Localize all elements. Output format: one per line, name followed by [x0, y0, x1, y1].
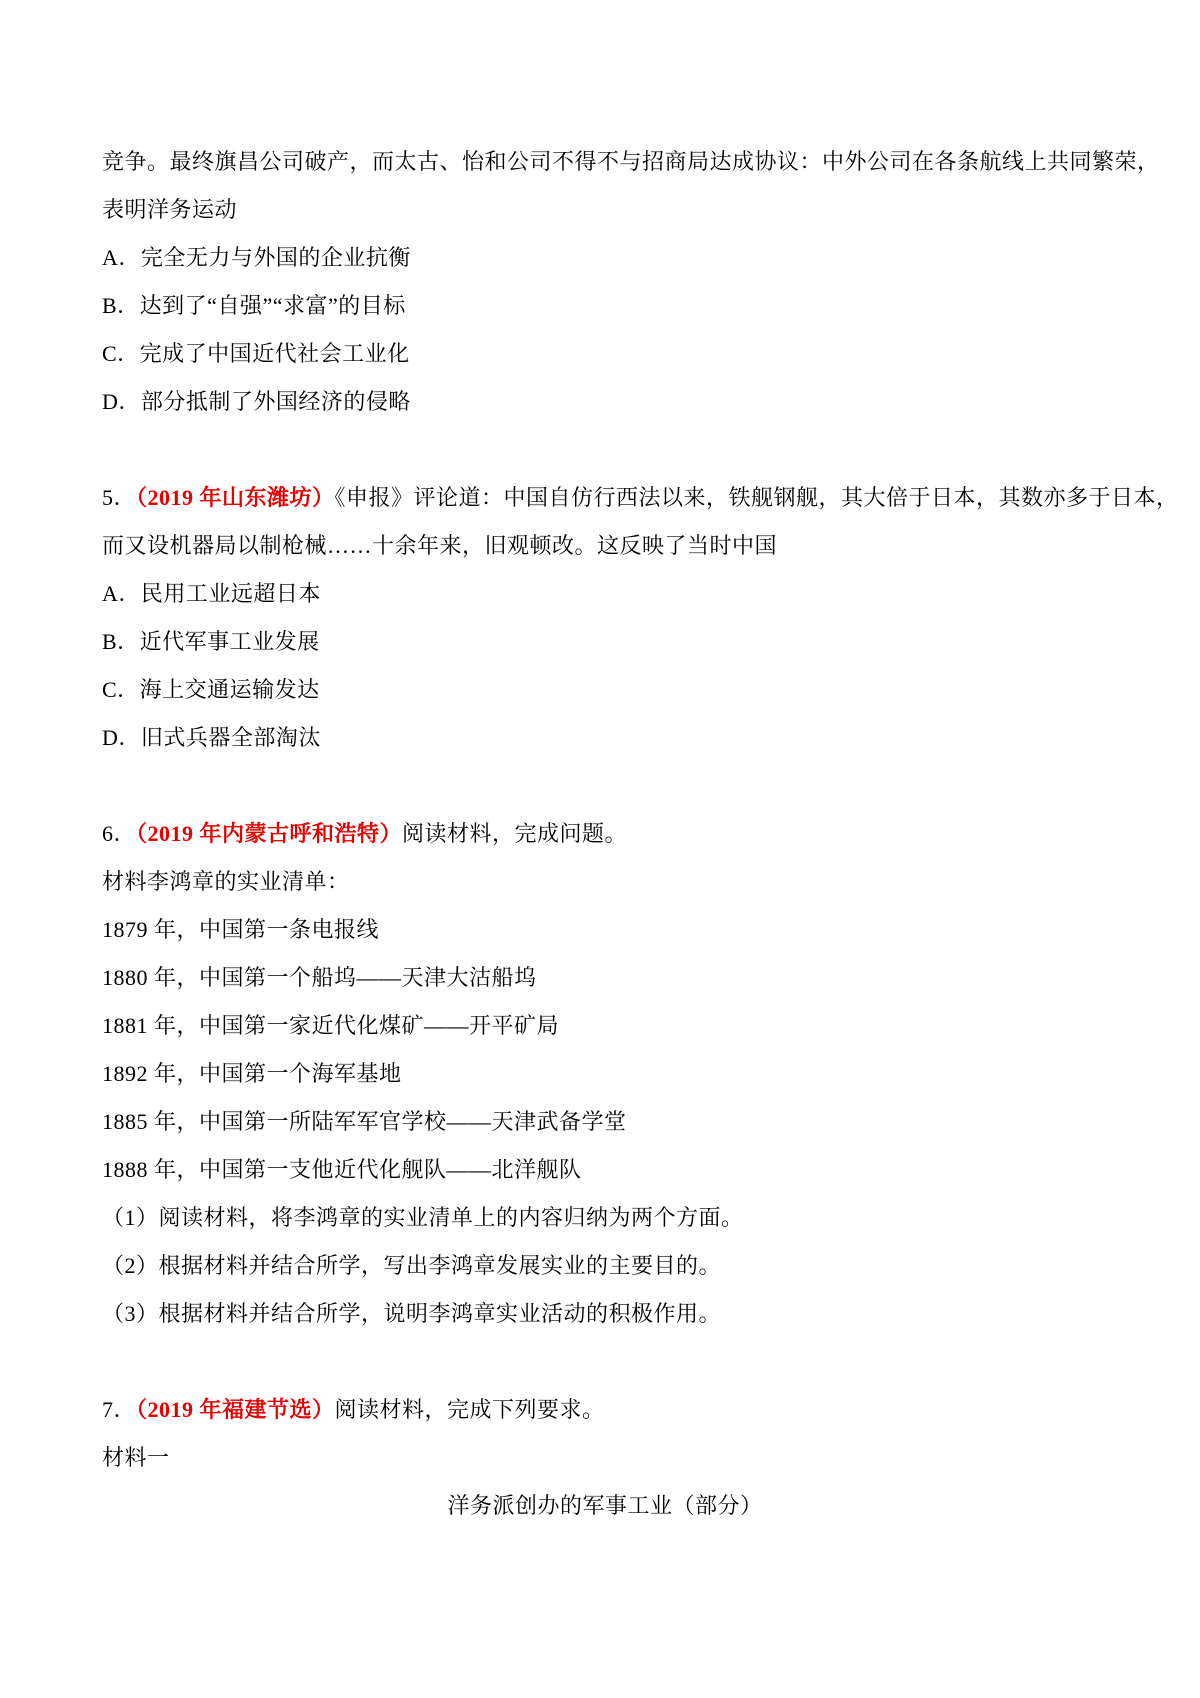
q7-number: 7． [102, 1397, 137, 1422]
q4-stem-line-2: 表明洋务运动 [102, 197, 238, 222]
q5-option-c: C．海上交通运输发达 [102, 677, 320, 702]
q7-table-title: 洋务派创办的军事工业（部分） [447, 1493, 763, 1518]
q6-subquestion-2: （2）根据材料并结合所学，写出李鸿章发展实业的主要目的。 [102, 1253, 722, 1278]
blank-line [102, 1338, 1108, 1386]
q7-header [102, 1386, 1108, 1434]
q7-stem: 阅读材料，完成下列要求。 [334, 1397, 605, 1422]
q5-option-d: D．旧式兵器全部淘汰 [102, 725, 321, 750]
q6-item-1879: 1879 年，中国第一条电报线 [102, 917, 380, 942]
q5-option-a: A．民用工业远超日本 [102, 581, 321, 606]
q6-item-1881: 1881 年，中国第一家近代化煤矿——开平矿局 [102, 1013, 560, 1038]
q6-stem: 阅读材料，完成问题。 [402, 821, 628, 846]
q6-material-label: 材料李鸿章的实业清单： [102, 869, 350, 894]
q6-subquestion-3: （3）根据材料并结合所学，说明李鸿章实业活动的积极作用。 [102, 1301, 722, 1326]
blank-line [102, 426, 1108, 474]
q6-item-1880: 1880 年，中国第一个船坞——天津大沽船坞 [102, 965, 537, 990]
q5-option-b: B．近代军事工业发展 [102, 629, 320, 654]
q4-option-a: A．完全无力与外国的企业抗衡 [102, 245, 411, 270]
q5-stem-line-1: 《申报》评论道：中国自仿行西法以来，铁舰钢舰，其大倍于日本，其数亦多于日本， [334, 485, 1179, 510]
q5-header [102, 474, 1179, 522]
q6-header [102, 810, 1108, 858]
q6-item-1885: 1885 年，中国第一所陆军军官学校——天津武备学堂 [102, 1109, 627, 1134]
q5-stem-line-2: 而又设机器局以制枪械……十余年来，旧观顿改。这反映了当时中国 [102, 533, 778, 558]
q4-stem-line-1: 竞争。最终旗昌公司破产，而太古、怡和公司不得不与招商局达成协议：中外公司在各条航线上共同繁荣， [102, 149, 1160, 174]
q6-item-1892: 1892 年，中国第一个海军基地 [102, 1061, 402, 1086]
document-content [102, 138, 1179, 1530]
q5-number: 5． [102, 485, 137, 510]
q4-option-b: B．达到了“自强”“求富”的目标 [102, 293, 406, 318]
q7-source-tag: （2019 年福建节选） [136, 1397, 335, 1422]
q5-source-tag: （2019 年山东潍坊） [136, 485, 335, 510]
q6-item-1888: 1888 年，中国第一支他近代化舰队——北洋舰队 [102, 1157, 582, 1182]
q6-number: 6． [102, 821, 137, 846]
q7-material-label: 材料一 [102, 1445, 170, 1470]
q4-option-d: D．部分抵制了外国经济的侵略 [102, 389, 411, 414]
q6-subquestion-1: （1）阅读材料，将李鸿章的实业清单上的内容归纳为两个方面。 [102, 1205, 744, 1230]
q4-option-c: C．完成了中国近代社会工业化 [102, 341, 410, 366]
blank-line [102, 762, 1108, 810]
q6-source-tag: （2019 年内蒙古呼和浩特） [136, 821, 403, 846]
